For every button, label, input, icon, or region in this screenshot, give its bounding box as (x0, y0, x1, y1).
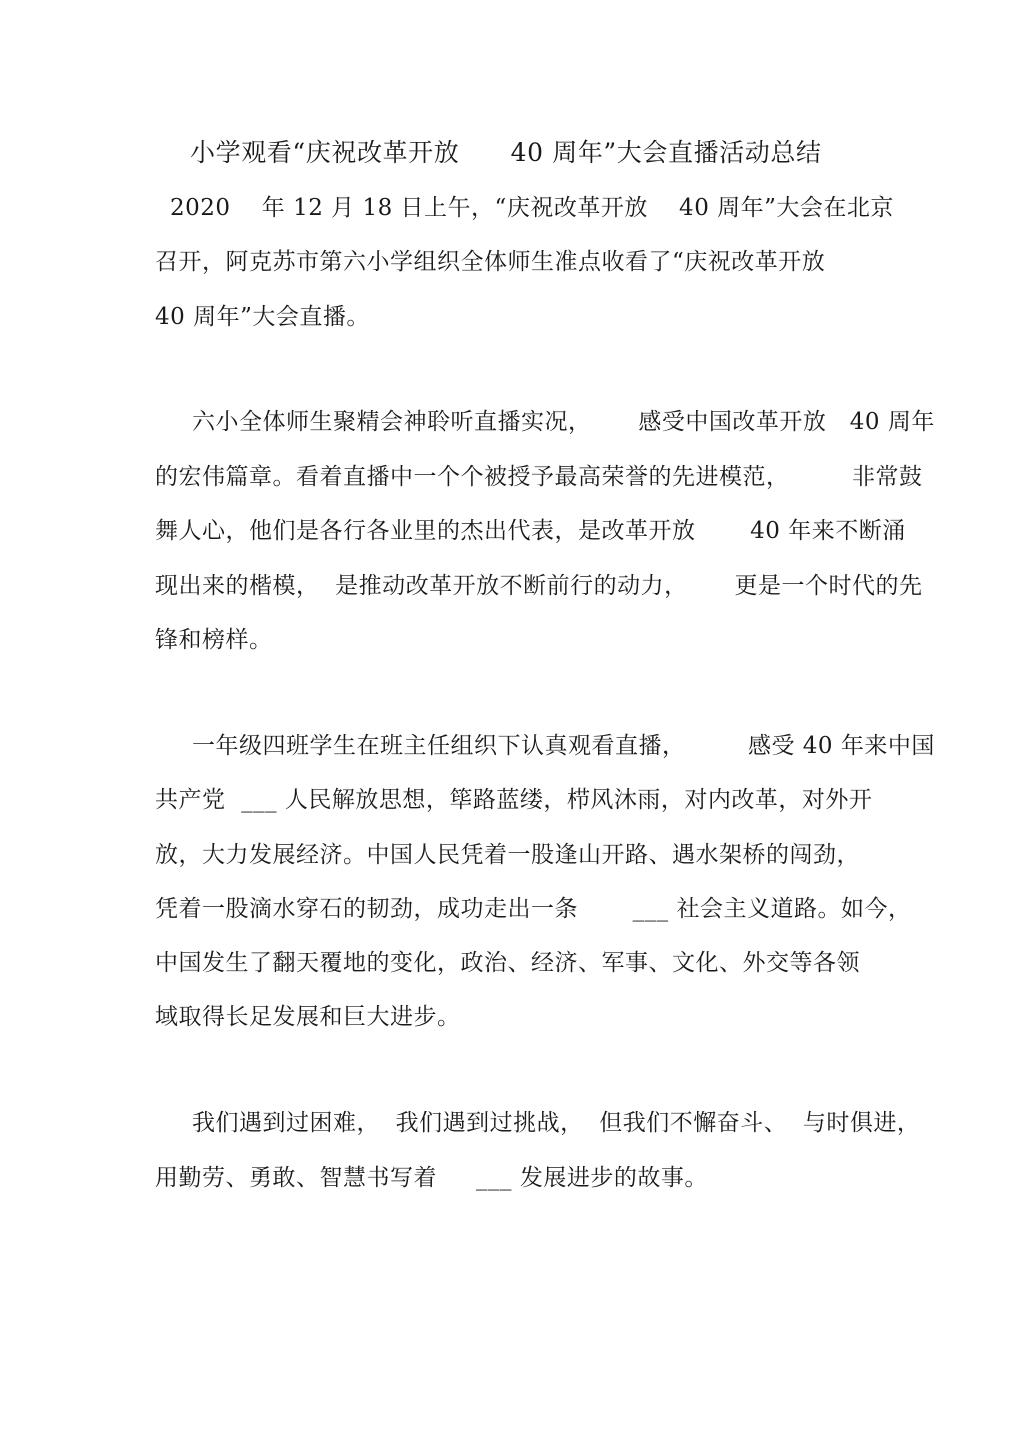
paragraph-line: 凭着一股滴水穿石的韧劲，成功走出一条 ___ 社会主义道路。如今， (155, 896, 912, 922)
paragraph-line: 2020 年 12 月 18 日上午，“庆祝改革开放 40 周年”大会在北京 (170, 195, 894, 221)
paragraph-line: 舞人心，他们是各行各业里的杰出代表，是改革开放 40 年来不断涌 (155, 518, 906, 544)
paragraph-line: 的宏伟篇章。看着直播中一个个被授予最高荣誉的先进模范， 非常鼓 (155, 464, 923, 490)
paragraph-line: 召开，阿克苏市第六小学组织全体师生准点收看了“庆祝改革开放 (155, 249, 826, 275)
paragraph-line: 域取得长足发展和巨大进步。 (155, 1004, 461, 1030)
paragraph-line: 用勤劳、勇敢、智慧书写着 ___ 发展进步的故事。 (155, 1165, 708, 1191)
paragraph-line: 六小全体师生聚精会神聆听直播实况， 感受中国改革开放 40 周年 (192, 409, 935, 435)
paragraph-line: 锋和榜样。 (155, 627, 273, 653)
paragraph-line: 一年级四班学生在班主任组织下认真观看直播， 感受 40 年来中国 (192, 733, 935, 759)
paragraph-line: 现出来的楷模， 是推动改革开放不断前行的动力， 更是一个时代的先 (155, 573, 923, 599)
document-title: 小学观看“庆祝改革开放 40 周年”大会直播活动总结 (190, 138, 822, 167)
paragraph-line: 中国发生了翻天覆地的变化，政治、经济、军事、文化、外交等各领 (155, 950, 860, 976)
paragraph-line: 40 周年”大会直播。 (155, 304, 370, 330)
paragraph-line: 共产党 ___ 人民解放思想，筚路蓝缕，栉风沐雨，对内改革，对外开 (155, 787, 873, 813)
paragraph-line: 放，大力发展经济。中国人民凭着一股逢山开路、遇水架桥的闯劲， (155, 842, 860, 868)
paragraph-line: 我们遇到过困难， 我们遇到过挑战， 但我们不懈奋斗、 与时俱进， (192, 1110, 921, 1136)
